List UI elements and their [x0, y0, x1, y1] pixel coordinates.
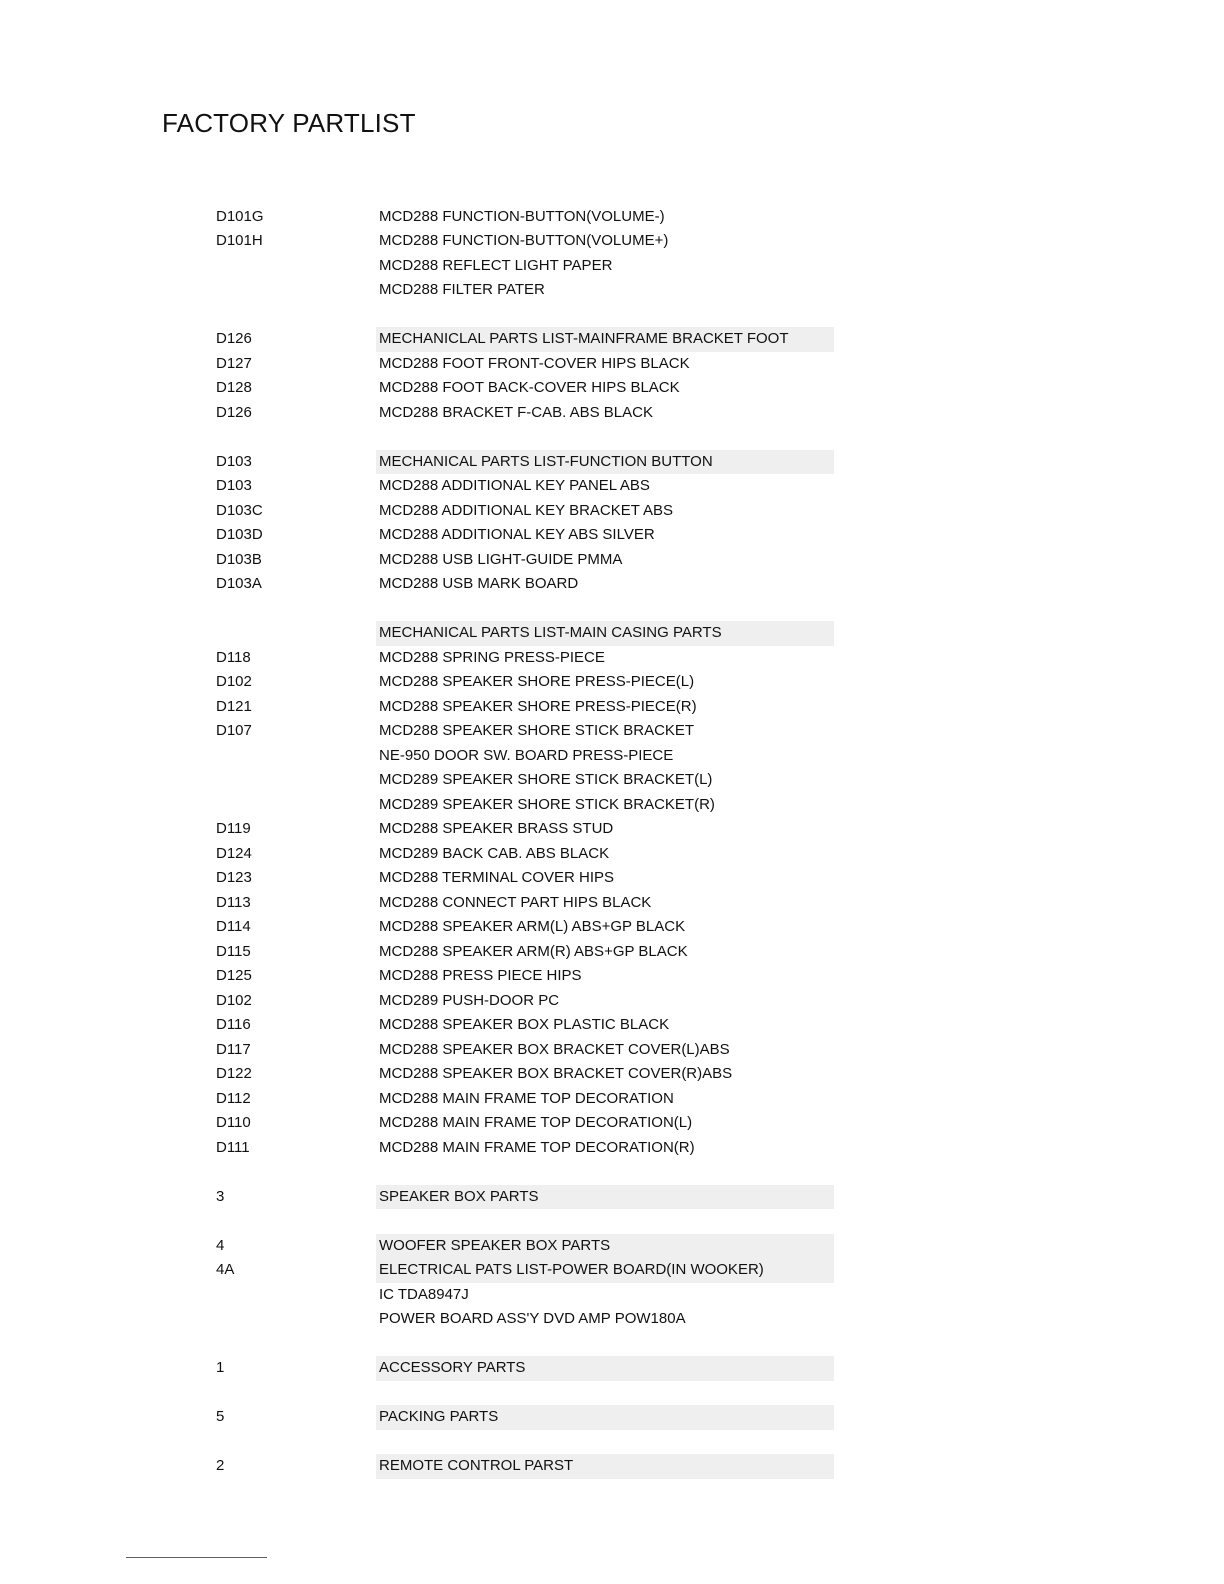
spacer-row — [216, 1332, 836, 1357]
part-description: MCD288 PRESS PIECE HIPS — [379, 967, 582, 984]
section-header-row — [216, 450, 836, 475]
part-code: D118 — [216, 648, 251, 666]
part-code: D122 — [216, 1065, 252, 1082]
part-code: D103 — [216, 452, 252, 470]
part-row — [216, 1111, 836, 1136]
part-description: MCD288 FILTER PATER — [379, 281, 545, 298]
part-description: MCD288 SPEAKER ARM(L) ABS+GP BLACK — [379, 918, 686, 935]
footnote-separator — [126, 1557, 267, 1558]
section-header-row — [216, 1405, 836, 1430]
part-code: D110 — [216, 1114, 251, 1131]
part-code: D102 — [216, 673, 252, 690]
section-title: MECHANICAL PARTS LIST-FUNCTION BUTTON — [376, 450, 834, 475]
part-row — [216, 523, 836, 548]
part-code: D103B — [216, 550, 262, 568]
part-code: D101H — [216, 232, 263, 249]
page-title: FACTORY PARTLIST — [162, 108, 416, 138]
part-code: 2 — [216, 1457, 225, 1474]
part-description: MCD288 CONNECT PART HIPS BLACK — [379, 893, 652, 911]
part-description: MCD288 SPEAKER BRASS STUD — [379, 820, 614, 837]
part-code: D123 — [216, 869, 252, 886]
part-description: MCD289 SPEAKER SHORE STICK BRACKET(L) — [379, 771, 713, 788]
section-header-row — [216, 1234, 836, 1259]
spacer-row — [216, 425, 836, 450]
section-header-row — [216, 1356, 836, 1381]
section-title: WOOFER SPEAKER BOX PARTS — [376, 1234, 834, 1259]
part-row — [216, 866, 836, 891]
section-title: MECHANICAL PARTS LIST-MAIN CASING PARTS — [376, 621, 834, 646]
part-description: MCD289 BACK CAB. ABS BLACK — [379, 844, 610, 862]
part-description: MCD288 FOOT BACK-COVER HIPS BLACK — [379, 379, 680, 396]
part-code: D128 — [216, 379, 252, 396]
part-row — [216, 572, 836, 597]
part-code: D114 — [216, 918, 251, 935]
section-title: SPEAKER BOX PARTS — [376, 1185, 834, 1210]
part-description: MCD288 MAIN FRAME TOP DECORATION — [379, 1089, 674, 1107]
part-row — [216, 670, 836, 695]
part-row — [216, 278, 836, 303]
part-code: D103 — [216, 477, 252, 494]
part-row — [216, 205, 836, 230]
section-title: MECHANICLAL PARTS LIST-MAINFRAME BRACKET FOOT — [376, 327, 834, 352]
part-row — [216, 1013, 836, 1038]
part-row — [216, 768, 836, 793]
parts-table — [216, 205, 836, 1479]
part-code: D103C — [216, 501, 263, 519]
part-code: D112 — [216, 1089, 251, 1107]
part-description: MCD289 SPEAKER SHORE STICK BRACKET(R) — [379, 795, 715, 813]
part-code: D117 — [216, 1040, 251, 1058]
part-row — [216, 1087, 836, 1112]
spacer-row — [216, 303, 836, 328]
part-code: D113 — [216, 893, 251, 911]
part-description: NE-950 DOOR SW. BOARD PRESS-PIECE — [379, 746, 674, 764]
part-description: POWER BOARD ASS'Y DVD AMP POW180A — [379, 1310, 686, 1327]
part-description: MCD288 MAIN FRAME TOP DECORATION(L) — [379, 1114, 693, 1131]
part-description: MCD288 USB LIGHT-GUIDE PMMA — [379, 550, 623, 568]
part-description: MCD288 SPEAKER BOX BRACKET COVER(L)ABS — [379, 1040, 730, 1058]
part-description: MCD288 FUNCTION-BUTTON(VOLUME-) — [379, 207, 665, 225]
part-description: MCD289 PUSH-DOOR PC — [379, 991, 560, 1009]
part-code: D126 — [216, 330, 252, 347]
part-row — [216, 1283, 836, 1308]
part-code: D102 — [216, 991, 252, 1009]
section-header-row — [216, 1258, 836, 1283]
part-description: MCD288 SPRING PRESS-PIECE — [379, 648, 605, 666]
section-title: PACKING PARTS — [376, 1405, 834, 1430]
part-row — [216, 915, 836, 940]
part-row — [216, 940, 836, 965]
part-row — [216, 817, 836, 842]
spacer-row — [216, 1209, 836, 1234]
part-description: MCD288 ADDITIONAL KEY PANEL ABS — [379, 477, 650, 494]
part-row — [216, 964, 836, 989]
part-code: D115 — [216, 942, 251, 960]
part-row — [216, 254, 836, 279]
section-title: ACCESSORY PARTS — [376, 1356, 834, 1381]
part-row — [216, 891, 836, 916]
part-code: D103D — [216, 526, 263, 543]
part-description: MCD288 ADDITIONAL KEY ABS SILVER — [379, 526, 655, 543]
part-description: MCD288 SPEAKER ARM(R) ABS+GP BLACK — [379, 942, 688, 960]
part-description: MCD288 SPEAKER SHORE STICK BRACKET — [379, 722, 695, 739]
part-row — [216, 695, 836, 720]
part-description: MCD288 TERMINAL COVER HIPS — [379, 869, 615, 886]
part-code: D124 — [216, 844, 252, 862]
part-row — [216, 989, 836, 1014]
section-header-row — [216, 1454, 836, 1479]
spacer-row — [216, 1430, 836, 1455]
part-row — [216, 352, 836, 377]
part-description: MCD288 SPEAKER SHORE PRESS-PIECE(L) — [379, 673, 695, 690]
part-code: D101G — [216, 207, 264, 225]
part-description: MCD288 USB MARK BOARD — [379, 575, 579, 592]
part-row — [216, 499, 836, 524]
part-row — [216, 1062, 836, 1087]
part-row — [216, 793, 836, 818]
part-code: D107 — [216, 722, 252, 739]
part-description: MCD288 FOOT FRONT-COVER HIPS BLACK — [379, 354, 690, 372]
part-row — [216, 1136, 836, 1161]
part-code: D116 — [216, 1016, 251, 1033]
part-row — [216, 744, 836, 769]
part-code: D119 — [216, 820, 251, 837]
part-row — [216, 1307, 836, 1332]
part-row — [216, 548, 836, 573]
section-header-row — [216, 621, 836, 646]
part-code: D121 — [216, 697, 252, 715]
part-row — [216, 719, 836, 744]
section-header-row — [216, 327, 836, 352]
part-description: MCD288 SPEAKER BOX PLASTIC BLACK — [379, 1016, 670, 1033]
part-description: IC TDA8947J — [379, 1285, 469, 1303]
part-description: MCD288 REFLECT LIGHT PAPER — [379, 256, 613, 274]
part-description: MCD288 MAIN FRAME TOP DECORATION(R) — [379, 1138, 695, 1156]
part-row — [216, 229, 836, 254]
part-code: 1 — [216, 1359, 225, 1376]
spacer-row — [216, 597, 836, 622]
part-description: MCD288 FUNCTION-BUTTON(VOLUME+) — [379, 232, 669, 249]
part-description: MCD288 BRACKET F-CAB. ABS BLACK — [379, 403, 653, 421]
part-description: MCD288 SPEAKER SHORE PRESS-PIECE(R) — [379, 697, 697, 715]
part-code: 4 — [216, 1236, 225, 1254]
part-code: 4A — [216, 1261, 235, 1278]
spacer-row — [216, 1381, 836, 1406]
part-code: 5 — [216, 1408, 225, 1425]
part-row — [216, 376, 836, 401]
part-row — [216, 842, 836, 867]
part-row — [216, 1038, 836, 1063]
part-row — [216, 401, 836, 426]
section-title: REMOTE CONTROL PARST — [376, 1454, 834, 1479]
spacer-row — [216, 1160, 836, 1185]
part-code: 3 — [216, 1187, 225, 1205]
part-code: D126 — [216, 403, 252, 421]
part-code: D127 — [216, 354, 252, 372]
part-description: MCD288 SPEAKER BOX BRACKET COVER(R)ABS — [379, 1065, 733, 1082]
part-row — [216, 474, 836, 499]
part-row — [216, 646, 836, 671]
part-code: D125 — [216, 967, 252, 984]
part-code: D103A — [216, 575, 262, 592]
section-title: ELECTRICAL PATS LIST-POWER BOARD(IN WOOKER) — [376, 1258, 834, 1283]
section-header-row — [216, 1185, 836, 1210]
part-code: D111 — [216, 1138, 250, 1156]
part-description: MCD288 ADDITIONAL KEY BRACKET ABS — [379, 501, 673, 519]
